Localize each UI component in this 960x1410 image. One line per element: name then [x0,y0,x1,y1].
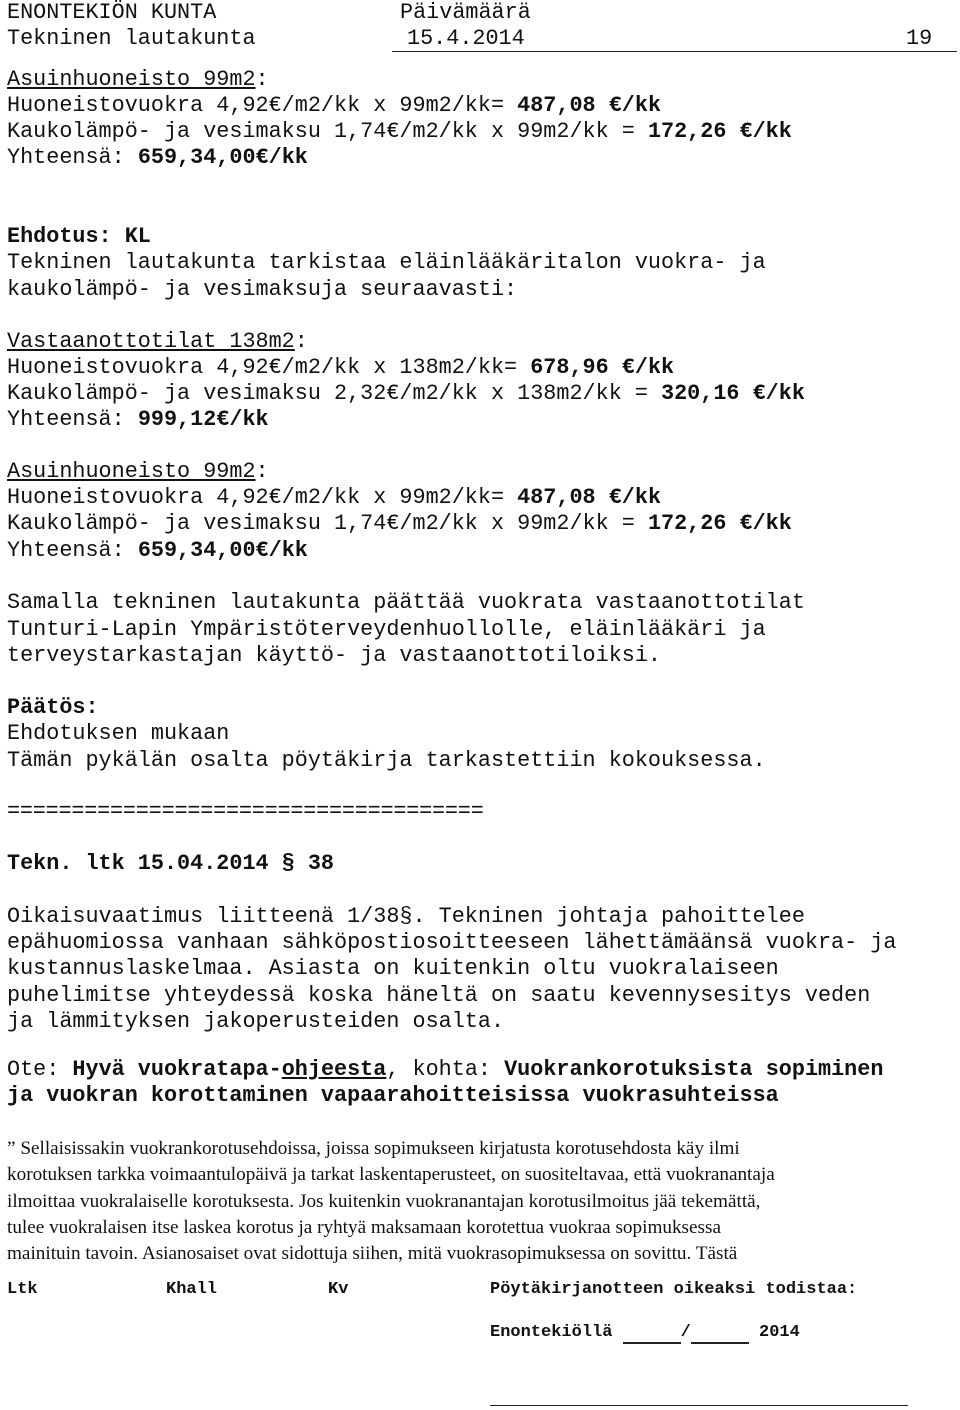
appeal-line-4: puhelimitse yhteydessä koska häneltä on saatu kevennysesitys veden [7,983,871,1008]
separator: ===================================== [7,799,484,824]
block1-heading [7,329,308,355]
block2-heading-colon: : [255,459,269,484]
block0-rent-line [7,93,661,119]
block2-rent-prefix: Huoneistovuokra 4,92€/m2/kk x 99m2/kk= [7,485,518,510]
block1-rent-line [7,355,674,381]
decision-line-1: Ehdotuksen mukaan [7,721,230,746]
block0-heading [7,67,269,93]
block1-total-line [7,407,269,433]
block2-total-prefix: Yhteensä: [7,538,138,563]
excerpt-line-1 [7,1057,883,1083]
block0-total-line [7,145,308,171]
quote-line-3: ilmoittaa vuokralaiselle korotuksesta. Jos kuitenkin vuokranantajan korotusilmoitus jää tekemättä, [7,1191,761,1212]
appeal-line-1: Oikaisuvaatimus liitteenä 1/38§. Tekninen johtaja pahoittelee [7,904,805,929]
footer-place-date [490,1322,800,1344]
block2-heading [7,459,269,485]
also-line-2: Tunturi-Lapin Ympäristöterveydenhuollolle, eläinlääkäri ja [7,617,766,642]
block1-heading-text: Vastaanottotilat 138m2 [7,329,295,354]
decision-label: Päätös: [7,695,99,720]
footer-certify: Pöytäkirjanotteen oikeaksi todistaa: [490,1280,858,1299]
proposal-line-1: Tekninen lautakunta tarkistaa eläinlääkäritalon vuokra- ja [7,250,766,275]
block1-heat-line [7,381,805,407]
block1-rent-prefix: Huoneistovuokra 4,92€/m2/kk x 138m2/kk= [7,355,531,380]
block1-total-value: 999,12€/kk [137,407,269,432]
block2-heat-line [7,511,792,537]
excerpt-mid: , kohta: [386,1057,505,1082]
block0-heat-prefix: Kaukolämpö- ja vesimaksu 1,74€/m2/kk x 99m2/kk = [7,119,648,144]
excerpt-bold-underlined: ohjeesta [281,1057,387,1082]
block0-rent-value: 487,08 €/kk [517,93,662,118]
block2-rent-line [7,485,661,511]
footer-slash: / [680,1323,691,1342]
block0-rent-prefix: Huoneistovuokra 4,92€/m2/kk x 99m2/kk= [7,93,518,118]
board-name: Tekninen lautakunta [7,26,256,51]
decision-line-2: Tämän pykälän osalta pöytäkirja tarkastettiin kokouksessa. [7,748,766,773]
block1-heat-prefix: Kaukolämpö- ja vesimaksu 2,32€/m2/kk x 138m2/kk = [7,381,662,406]
footer-day-blank [623,1322,681,1344]
excerpt-line-2: ja vuokran korottaminen vapaarahoitteisissa vuokrasuhteissa [7,1083,779,1108]
footer-khall: Khall [166,1280,218,1299]
block2-total-line [7,538,308,564]
footer-ltk: Ltk [7,1280,38,1299]
block2-rent-value: 487,08 €/kk [517,485,662,510]
footer-place: Enontekiöllä [490,1323,613,1342]
block2-total-value: 659,34,00€/kk [137,538,308,563]
footer-month-blank [691,1322,749,1344]
appeal-line-5: ja lämmityksen jakoperusteiden osalta. [7,1009,505,1034]
also-line-1: Samalla tekninen lautakunta päättää vuokrata vastaanottotilat [7,590,805,615]
block1-heading-colon: : [294,329,308,354]
proposal-line-2: kaukolämpö- ja vesimaksuja seuraavasti: [7,277,518,302]
quote-line-1: ” Sellaisissakin vuokrankorotusehdoissa, joissa sopimukseen kirjatusta korotusehdosta käy ilmi [7,1138,740,1159]
signature-line [490,1405,908,1406]
also-line-3: terveystarkastajan käyttö- ja vastaanottotiloiksi. [7,643,662,668]
section-title: Tekn. ltk 15.04.2014 § 38 [7,851,335,876]
meeting-date: 15.4.2014 [407,26,525,51]
municipality-name: ENONTEKIÖN KUNTA [7,0,217,25]
appeal-line-2: epähuomiossa vanhaan sähköpostiosoitteeseen lähettämäänsä vuokra- ja [7,930,897,955]
footer-year: 2014 [759,1323,800,1342]
excerpt-prefix: Ote: [7,1057,73,1082]
block0-heat-value: 172,26 €/kk [647,119,792,144]
quote-line-2: korotuksen tarkka voimaantulopäivä ja tarkat laskentaperusteet, on suositeltavaa, että vuokranantaja [7,1164,775,1185]
block2-heat-prefix: Kaukolämpö- ja vesimaksu 1,74€/m2/kk x 99m2/kk = [7,511,648,536]
block0-heading-colon: : [255,67,269,92]
excerpt-bold-1: Hyvä vuokratapa- [72,1057,282,1082]
block0-heat-line [7,119,792,145]
footer-kv: Kv [328,1280,349,1299]
proposal-label: Ehdotus: KL [7,224,151,249]
block2-heading-text: Asuinhuoneisto 99m2 [7,459,256,484]
appeal-line-3: kustannuslaskelmaa. Asiasta on kuitenkin oltu vuokralaiseen [7,956,779,981]
page-number: 19 [906,26,933,51]
date-label: Päivämäärä [400,0,531,25]
block1-total-prefix: Yhteensä: [7,407,138,432]
excerpt-bold-2: Vuokrankorotuksista sopiminen [504,1057,884,1082]
header-rule [392,51,957,52]
block1-heat-value: 320,16 €/kk [661,381,805,406]
block2-heat-value: 172,26 €/kk [647,511,792,536]
block0-total-value: 659,34,00€/kk [137,145,308,170]
quote-line-4: tulee vuokralaisen itse laskea korotus ja ryhtyä maksamaan korotettua vuokraa sopimuksessa [7,1217,721,1238]
block0-heading-text: Asuinhuoneisto 99m2 [7,67,256,92]
quote-line-5: mainituin tavoin. Asianosaiset ovat sidottuja siihen, mitä vuokrasopimuksessa on sovittu. Tästä [7,1243,738,1264]
block0-total-prefix: Yhteensä: [7,145,138,170]
block1-rent-value: 678,96 €/kk [530,355,675,380]
